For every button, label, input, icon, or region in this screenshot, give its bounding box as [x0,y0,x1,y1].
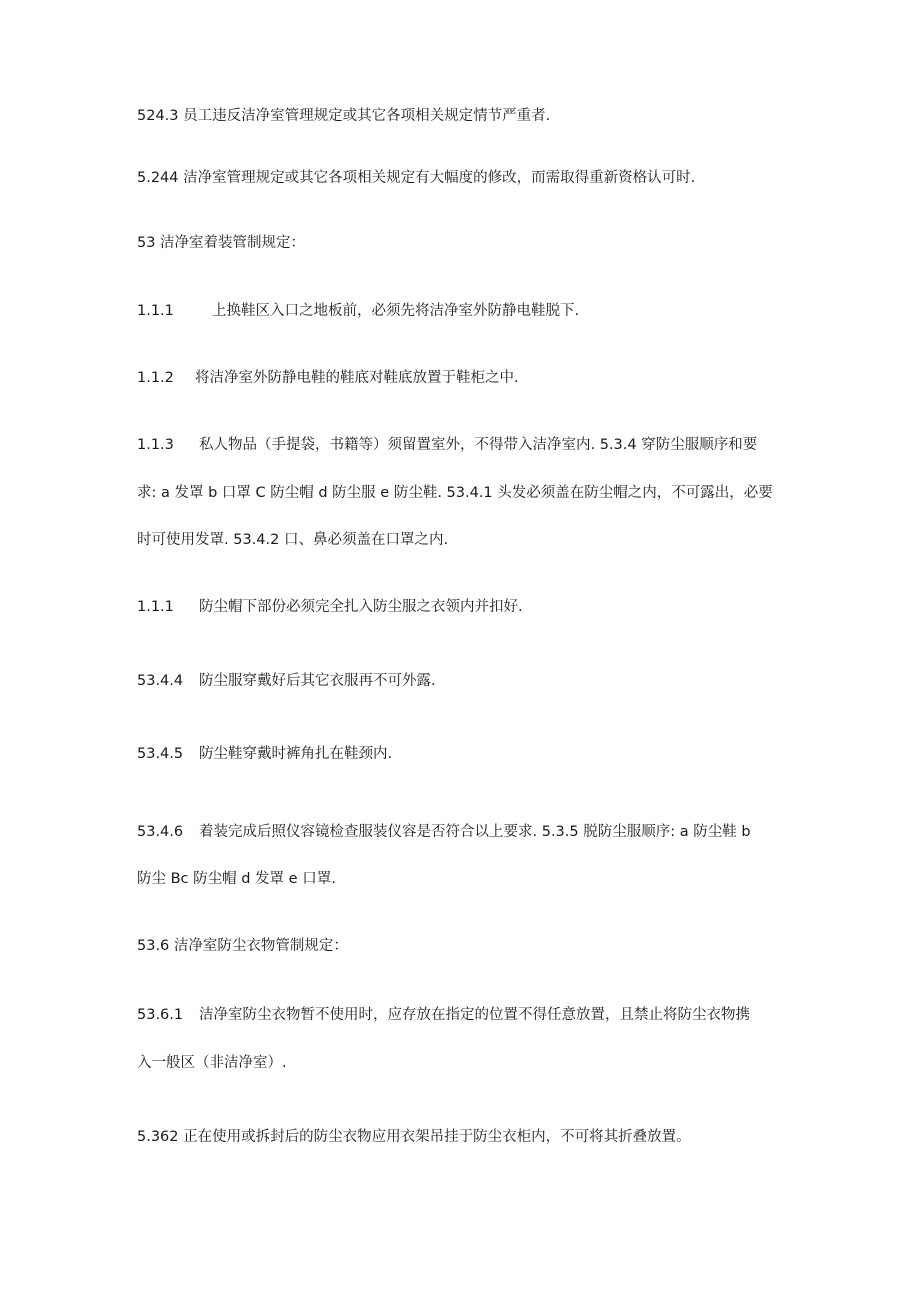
section-heading [137,233,797,253]
line-text: 求: a 发罩 b 口罩 C 防尘帽 d 防尘服 e 防尘鞋. 53.4.1 头发必须盖在防尘帽之内，不可露出，必要 [137,485,773,501]
line-text: 5.362 正在使用或拆封后的防尘衣物应用衣架吊挂于防尘衣柜内，不可将其折叠放置。 [137,1129,691,1145]
numbered-item [137,671,797,691]
section-heading [137,936,797,956]
paragraph-line [137,1053,797,1073]
item-text: 防尘鞋穿戴时裤角扎在鞋颈内. [199,746,393,762]
item-text: 防尘服穿戴好后其它衣服再不可外露. [199,673,436,689]
item-number: 53.4.6 [137,824,184,840]
item-text: 上换鞋区入口之地板前，必须先将洁净室外防静电鞋脱下. [212,303,580,319]
numbered-item [137,744,797,764]
line-text: 53 洁净室着装管制规定： [137,235,306,251]
item-text: 洁净室防尘衣物暂不使用时，应存放在指定的位置不得任意放置，且禁止将防尘衣物携 [199,1007,750,1023]
numbered-item [137,368,797,388]
line-text: 53.6 洁净室防尘衣物管制规定： [137,938,348,954]
numbered-item [137,435,797,455]
paragraph-line [137,483,797,503]
item-number: 1.1.3 [137,437,174,453]
line-text: 时可使用发罩. 53.4.2 口、鼻必须盖在口罩之内. [137,532,449,548]
numbered-item [137,301,797,321]
item-number: 1.1.1 [137,303,174,319]
paragraph-line [137,106,797,126]
item-text: 私人物品（手提袋，书籍等）须留置室外，不得带入洁净室内. 5.3.4 穿防尘服顺序和要 [199,437,758,453]
item-number: 1.1.1 [137,599,174,615]
item-number: 53.4.4 [137,673,184,689]
numbered-item [137,822,797,842]
paragraph-line [137,168,797,188]
item-number: 1.1.2 [137,370,174,386]
line-text: 5.244 洁净室管理规定或其它各项相关规定有大幅度的修改，而需取得重新资格认可时. [137,170,696,186]
numbered-item [137,597,797,617]
paragraph-line [137,1127,797,1147]
paragraph-line [137,530,797,550]
item-number: 53.4.5 [137,746,184,762]
item-text: 将洁净室外防静电鞋的鞋底对鞋底放置于鞋柜之中. [195,370,519,386]
item-text: 着装完成后照仪容镜检查服装仪容是否符合以上要求. 5.3.5 脱防尘服顺序: a 防尘鞋 b [199,824,751,840]
line-text: 524.3 员工违反洁净室管理规定或其它各项相关规定情节严重者. [137,108,551,124]
item-text: 防尘帽下部份必须完全扎入防尘服之衣领内并扣好. [199,599,523,615]
paragraph-line [137,869,797,889]
item-number: 53.6.1 [137,1007,184,1023]
numbered-item [137,1005,797,1025]
line-text: 入一般区（非洁净室）. [137,1055,287,1071]
line-text: 防尘 Bc 防尘帽 d 发罩 e 口罩. [137,871,336,887]
